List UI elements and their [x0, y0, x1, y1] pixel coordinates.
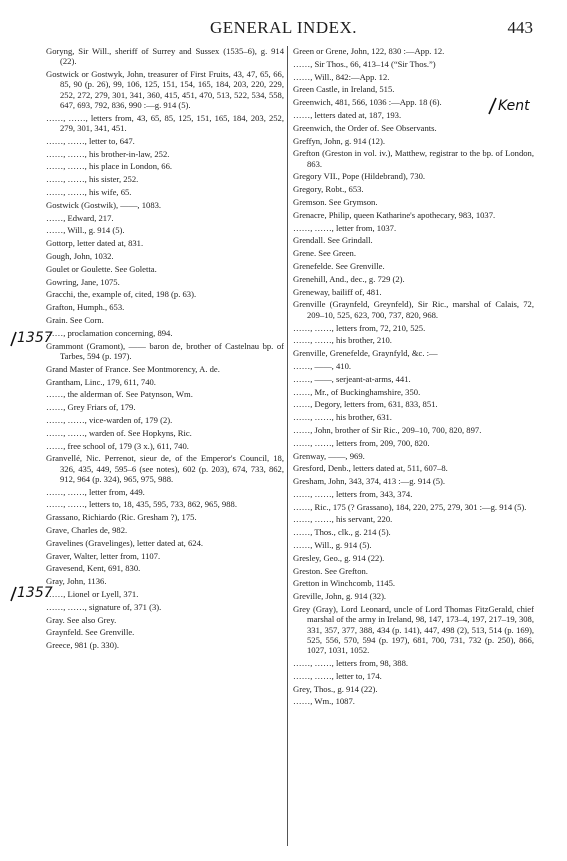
- index-entry: Gray. See also Grey.: [46, 614, 117, 625]
- index-entry: Greenwich, 481, 566, 1036 :—App. 18 (6).: [293, 97, 442, 108]
- index-entry: ……, ……, vice-warden of, 179 (2).: [46, 414, 173, 425]
- index-entry: Gretton in Winchcomb, 1145.: [293, 578, 396, 589]
- index-entry: ……, ……, letters to, 18, 435, 595, 733, 862, 965, 988.: [46, 499, 237, 510]
- index-entry: ……, ……, his servant, 220.: [293, 514, 393, 525]
- index-entry: Grendall. See Grindall.: [293, 235, 373, 246]
- index-entry: Gresley, Geo., g. 914 (22).: [293, 552, 385, 563]
- index-entry: Granvellé, Nic. Perrenot, sieur de, of the Emperor's Council, 18, 326, 435, 449, 595–6 (see notes), 602 (p. 203), 674, 733, 862, 912, 964 (p. 324), 965, 975, 988.: [46, 453, 284, 484]
- index-entry: Gresford, Denb., letters dated at, 511, 607–8.: [293, 463, 448, 474]
- index-entry: ……, Will., 842:—App. 12.: [293, 71, 390, 82]
- index-entry: ……, Sir Thos., 66, 413–14 (“Sir Thos.”): [293, 58, 436, 69]
- index-entry: ……, proclamation concerning, 894.: [46, 327, 173, 338]
- index-entry: ……, ……, letters from, 72, 210, 525.: [293, 322, 426, 333]
- index-entry: Gravesend, Kent, 691, 830.: [46, 563, 141, 574]
- index-entry: Green or Grene, John, 122, 830 :—App. 12.: [293, 46, 445, 56]
- index-entry: Greville, John, g. 914 (32).: [293, 591, 387, 602]
- index-entry: ……, ——, 410.: [293, 360, 352, 371]
- index-entry: ……, Edward, 217.: [46, 212, 114, 223]
- index-entry: Grand Master of France. See Montmorency, A. de.: [46, 363, 220, 374]
- index-entry: Gray, John, 1136.: [46, 576, 107, 587]
- index-entry: Graver, Walter, letter from, 1107.: [46, 550, 161, 561]
- index-entry: Grenefelde. See Grenville.: [293, 261, 385, 272]
- index-entry: Green Castle, in Ireland, 515.: [293, 84, 395, 95]
- index-entry: ……, ……, his brother, 631.: [293, 412, 392, 423]
- index-entry: Greffyn, John, g. 914 (12).: [293, 135, 385, 146]
- index-entry: ……, ……, letters from, 209, 700, 820.: [293, 437, 430, 448]
- index-entry: ……, ……, letters from, 43, 65, 85, 125, 151, 165, 184, 203, 252, 279, 301, 341, 451.: [46, 112, 284, 134]
- index-entry: Greston. See Grefton.: [293, 565, 368, 576]
- index-entry: Gravelines (Gravelinges), letter dated at, 624.: [46, 537, 204, 548]
- index-entry: Gregory VII., Pope (Hildebrand), 730.: [293, 171, 426, 182]
- index-entry: Grey (Gray), Lord Leonard, uncle of Lord Thomas FitzGerald, chief marshal of the army in Ireland, 98, 147, 173–4, 197, 217–19, 308, 331, 357, 377, 388, 434 (p. 141), 447, 498 (2), 513, 514 (p. 169), 525, 556, 570, 594 (p. 197), 681, 700, 731, 732 (p. 250), 866, 1027, 1031, 1052.: [293, 604, 534, 656]
- index-entry: ……, ……, his place in London, 66.: [46, 161, 173, 172]
- index-column-left: [46, 46, 284, 653]
- index-entry: Gowring, Jane, 1075.: [46, 276, 120, 287]
- index-entry: ……, ……, his wife, 65.: [46, 187, 132, 198]
- index-page: GENERAL INDEX. 443 Goryng, Sir Will., sheriff of Surrey and Sussex (1535–6), g. 914 (22). Gostwick or Gostwyk, John, treasurer of First Fruits, 43, 47, 65, 66, 85, 90 (p. 26), 99, 106, 125, 151, 154, 165, 184, 203, 220, 229, 252, 272, 279, 301, 341, 360, 415, 451, 470, 513, 522, 534, 558, 647, 693, 792, 836, 990 :—g. 914 (5). ……, ……, letters from, 43, 65, 85, 125, 151, 165, 184, 203, 252, 279, 301, 341, 451. ……, ……, letter to, 647. ……, ……, his brother-in-law, 252. ……, ……, his place in London, 66. ……, ……, his sister, 252. ……, ……, his wife, 65. Gostwick (Gostwik), ——, 1083. ……, Edward, 217. ……, Will., g. 914 (5). Gottorp, letter dated at, 831. Gough, John, 1032. Goulet or Goulette. See Goletta. Gowring, Jane, 1075. Gracchi, the, example of, cited, 198 (p. 63). Grafton, Humph., 653. Grain. See Corn. ……, proclamation concerning, 894. Grammont (Gramont), —— baron de, brother of Castelnau bp. of Tarbes, 594 (p. 197). Grand Master of France. See Montmorency, A. de. Grantham, Linc., 179, 611, 740. ……, the alderman of. See Patynson, Wm. ……, Grey Friars of, 179. ……, ……, vice-warden of, 179 (2). ……, ……, warden of. See Hopkyns, Ric. ……, free school of, 179 (3 x.), 611, 740. Granvellé, Nic. Perrenot, sieur de, of the Emperor's Council, 18, 326, 435, 449, 595–6 (see notes), 602 (p. 203), 674, 733, 862, 912, 964 (p. 324), 965, 975, 988. ……, ……, letter from, 449. ……, ……, letters to, 18, 435, 595, 733, 862, 965, 988. Grassano, Richiardo (Ric. Gresham ?), 175. Grave, Charles de, 982. Gravelines (Gravelinges), letter dated at, 624. Graver, Walter, letter from, 1107. Gravesend, Kent, 691, 830. Gray, John, 1136. ……, Lionel or Lyell, 371. ……, ……, signature of, 371 (3). Gray. See also Grey. Graynfeld. See Grenville. Greece, 981 (p. 330). Green or Grene, John, 122, 830 :—App. 12. ……, Sir Thos., 66, 413–14 (“Sir Thos.”) ……, Will., 842:—App. 12. Green Castle, in Ireland, 515. Greenwich, 481, 566, 1036 :—App. 18 (6). ……, letters dated at, 187, 193. Greenwich, the Order of. See Observants. Greffyn, John, g. 914 (12). Grefton (Greston in vol. iv.), Matthew, registrar to the bp. of London, 863. Gregory VII., Pope (Hildebrand), 730. Gregory, Robt., 653. Gremson. See Grymson. Grenacre, Philip, queen Katharine's apothecary, 983, 1037. ……, ……, letter from, 1037. Grendall. See Grindall. Grene. See Green. Grenefelde. See Grenville. Grenehill, And., dec., g. 729 (2). Greneway, bailiff of, 481. Grenville (Graynfeld, Greynfeld), Sir Ric., marshal of Calais, 72, 209–10, 525, 623, 700, 737, 820, 968. ……, ……, letters from, 72, 210, 525. ……, ……, his brother, 210. Grenville, Grenefelde, Graynfyld, &c. :— ……, ——, 410. ……, ——, serjeant-at-arms, 441. ……, Mr., of Buckinghamshire, 350. ……, Degory, letters from, 631, 833, 851. ……, ……, his brother, 631. ……, John, brother of Sir Ric., 209–10, 700, 820, 897. ……, ……, letters from, 209, 700, 820. Grenway, ——, 969. Gresford, Denb., letters dated at, 511, 607–8. Gresham, John, 343, 374, 413 :—g. 914 (5). ……, ……, letters from, 343, 374. ……, Ric., 175 (? Grassano), 184, 220, 275, 279, 301 :—g. 914 (5). ……, ……, his servant, 220. ……, Thos., clk., g. 214 (5). ……, Will., g. 914 (5). Gresley, Geo., g. 914 (22). Greston. See Grefton. Gretton in Winchcomb, 1145. Greville, John, g. 914 (32). Grey (Gray), Lord Leonard, uncle of Lord Thomas FitzGerald, chief marshal of the army in Ireland, 98, 147, 173–4, 197, 217–19, 308, 331, 357, 377, 388, 434 (p. 141), 447, 498 (2), 513, 514 (p. 169), 525, 556, 570, 594 (p. 197), 681, 700, 731, 732 (p. 250), 866, 1027, 1031, 1052. ……, ……, letters from, 98, 388. ……, ……, letter to, 174. Grey, Thos., g. 914 (22). ……, Wm., 1087. 1357 1357 Kent: [0, 0, 567, 861]
- page-title: GENERAL INDEX.: [209, 18, 358, 37]
- index-entry: Grave, Charles de, 982.: [46, 525, 128, 536]
- index-entry: Grenehill, And., dec., g. 729 (2).: [293, 273, 405, 284]
- index-entry: ……, Wm., 1087.: [293, 696, 355, 707]
- index-entry: ……, the alderman of. See Patynson, Wm.: [46, 389, 193, 400]
- index-entry: ……, Thos., clk., g. 214 (5).: [293, 527, 391, 538]
- index-entry: Goulet or Goulette. See Goletta.: [46, 263, 157, 274]
- index-entry: ……, ——, serjeant-at-arms, 441.: [293, 373, 411, 384]
- index-entry: Grammont (Gramont), —— baron de, brother of Castelnau bp. of Tarbes, 594 (p. 197).: [46, 340, 284, 361]
- index-entry: Goryng, Sir Will., sheriff of Surrey and Sussex (1535–6), g. 914 (22).: [46, 46, 284, 67]
- index-entry: ……, Will., g. 914 (5).: [293, 540, 372, 551]
- index-entry: Gremson. See Grymson.: [293, 197, 378, 208]
- index-entry: ……, ……, letters from, 98, 388.: [293, 658, 409, 669]
- index-entry: Graynfeld. See Grenville.: [46, 627, 135, 638]
- index-entry: ……, free school of, 179 (3 x.), 611, 740.: [46, 440, 189, 451]
- index-entry: Grey, Thos., g. 914 (22).: [293, 683, 378, 694]
- index-entry: Greece, 981 (p. 330).: [46, 640, 120, 651]
- index-entry: ……, ……, letter to, 174.: [293, 670, 382, 681]
- index-entry: Gracchi, the, example of, cited, 198 (p. 63).: [46, 289, 197, 300]
- index-entry: ……, ……, letters from, 343, 374.: [293, 488, 413, 499]
- index-entry: ……, Grey Friars of, 179.: [46, 402, 136, 413]
- index-entry: ……, ……, warden of. See Hopkyns, Ric.: [46, 427, 192, 438]
- index-entry: ……, Degory, letters from, 631, 833, 851.: [293, 399, 438, 410]
- index-entry: ……, ……, his brother-in-law, 252.: [46, 148, 170, 159]
- index-entry: ……, ……, letter from, 1037.: [293, 222, 397, 233]
- page-number: 443: [507, 18, 533, 37]
- index-entry: Greenwich, the Order of. See Observants.: [293, 122, 437, 133]
- index-entry: ……, Will., g. 914 (5).: [46, 225, 125, 236]
- index-entry: Grain. See Corn.: [46, 315, 104, 326]
- index-entry: Gostwick (Gostwik), ——, 1083.: [46, 199, 162, 210]
- index-entry: ……, ……, signature of, 371 (3).: [46, 601, 162, 612]
- index-entry: Gough, John, 1032.: [46, 251, 114, 262]
- column-divider: [287, 46, 288, 846]
- index-entry: Grenacre, Philip, queen Katharine's apothecary, 983, 1037.: [293, 209, 496, 220]
- index-entry: ……, Mr., of Buckinghamshire, 350.: [293, 386, 421, 397]
- index-entry: ……, John, brother of Sir Ric., 209–10, 700, 820, 897.: [293, 424, 482, 435]
- index-entry: Grenville (Graynfeld, Greynfeld), Sir Ric., marshal of Calais, 72, 209–10, 525, 623, 700, 737, 820, 968.: [293, 299, 534, 320]
- index-entry: Grenville, Grenefelde, Graynfyld, &c. :—: [293, 348, 438, 359]
- index-entry: Grafton, Humph., 653.: [46, 302, 125, 313]
- index-entry: ……, ……, letter to, 647.: [46, 135, 135, 146]
- index-entry: ……, Ric., 175 (? Grassano), 184, 220, 275, 279, 301 :—g. 914 (5).: [293, 501, 527, 512]
- index-entry: Gresham, John, 343, 374, 413 :—g. 914 (5).: [293, 476, 446, 487]
- index-entry: Grantham, Linc., 179, 611, 740.: [46, 376, 156, 387]
- index-entry: Gostwick or Gostwyk, John, treasurer of First Fruits, 43, 47, 65, 66, 85, 90 (p. 26), 99, 106, 125, 151, 154, 165, 184, 203, 220, 229, 252, 272, 279, 301, 341, 360, 415, 451, 470, 513, 522, 534, 558, 647, 693, 792, 836, 990 :—g. 914 (5).: [46, 69, 284, 110]
- index-entry: Greneway, bailiff of, 481.: [293, 286, 382, 297]
- index-entry: ……, Lionel or Lyell, 371.: [46, 589, 139, 600]
- index-entry: Grassano, Richiardo (Ric. Gresham ?), 175.: [46, 512, 197, 523]
- index-entry: Gottorp, letter dated at, 831.: [46, 238, 144, 249]
- index-entry: ……, ……, letter from, 449.: [46, 486, 145, 497]
- index-entry: ……, ……, his brother, 210.: [293, 335, 392, 346]
- page-header: [0, 14, 567, 40]
- index-entry: Grene. See Green.: [293, 248, 356, 259]
- index-column-right: [293, 46, 534, 709]
- index-entry: ……, ……, his sister, 252.: [46, 174, 139, 185]
- index-entry: Grenway, ——, 969.: [293, 450, 365, 461]
- index-entry: ……, letters dated at, 187, 193.: [293, 109, 402, 120]
- index-entry: Grefton (Greston in vol. iv.), Matthew, registrar to the bp. of London, 863.: [293, 148, 534, 169]
- index-entry: Gregory, Robt., 653.: [293, 184, 364, 195]
